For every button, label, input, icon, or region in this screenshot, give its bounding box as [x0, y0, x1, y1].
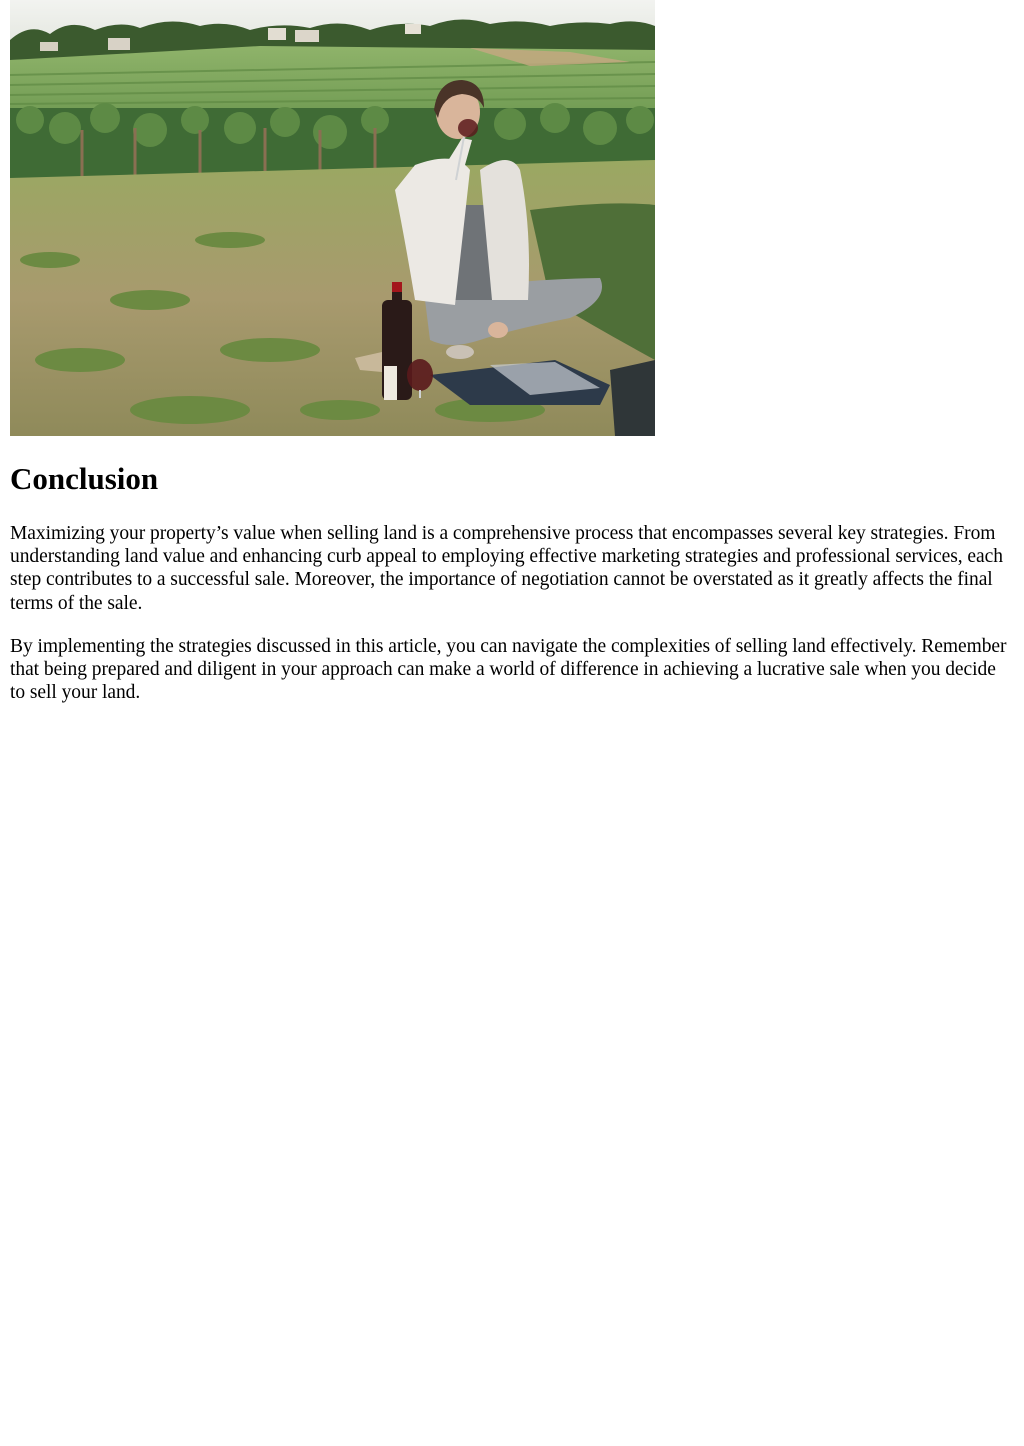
article-content	[10, 0, 1014, 704]
bag	[610, 360, 655, 436]
feet	[446, 345, 474, 359]
paragraph-closing: By implementing the strategies discussed in this article, you can navigate the complexities of selling land effectively. Remember that being prepared and diligent in your approach can make a world of difference in achieving a lucrative sale when you decide to sell your land.	[10, 635, 1007, 704]
hero-image	[10, 0, 655, 436]
section-heading: Conclusion	[10, 461, 159, 496]
vineyard-photo-illustration	[10, 0, 655, 436]
raised-wine-glass	[458, 119, 478, 137]
hands	[488, 322, 508, 338]
paragraph-summary: Maximizing your property’s value when selling land is a comprehensive process that encompasses several key strategies. From understanding land value and enhancing curb appeal to employing effective marketing strategies and professional services, each step contributes to a successful sale. Moreover, the importance of negotiation cannot be overstated as it greatly affects the final terms of the sale.	[10, 523, 1003, 614]
